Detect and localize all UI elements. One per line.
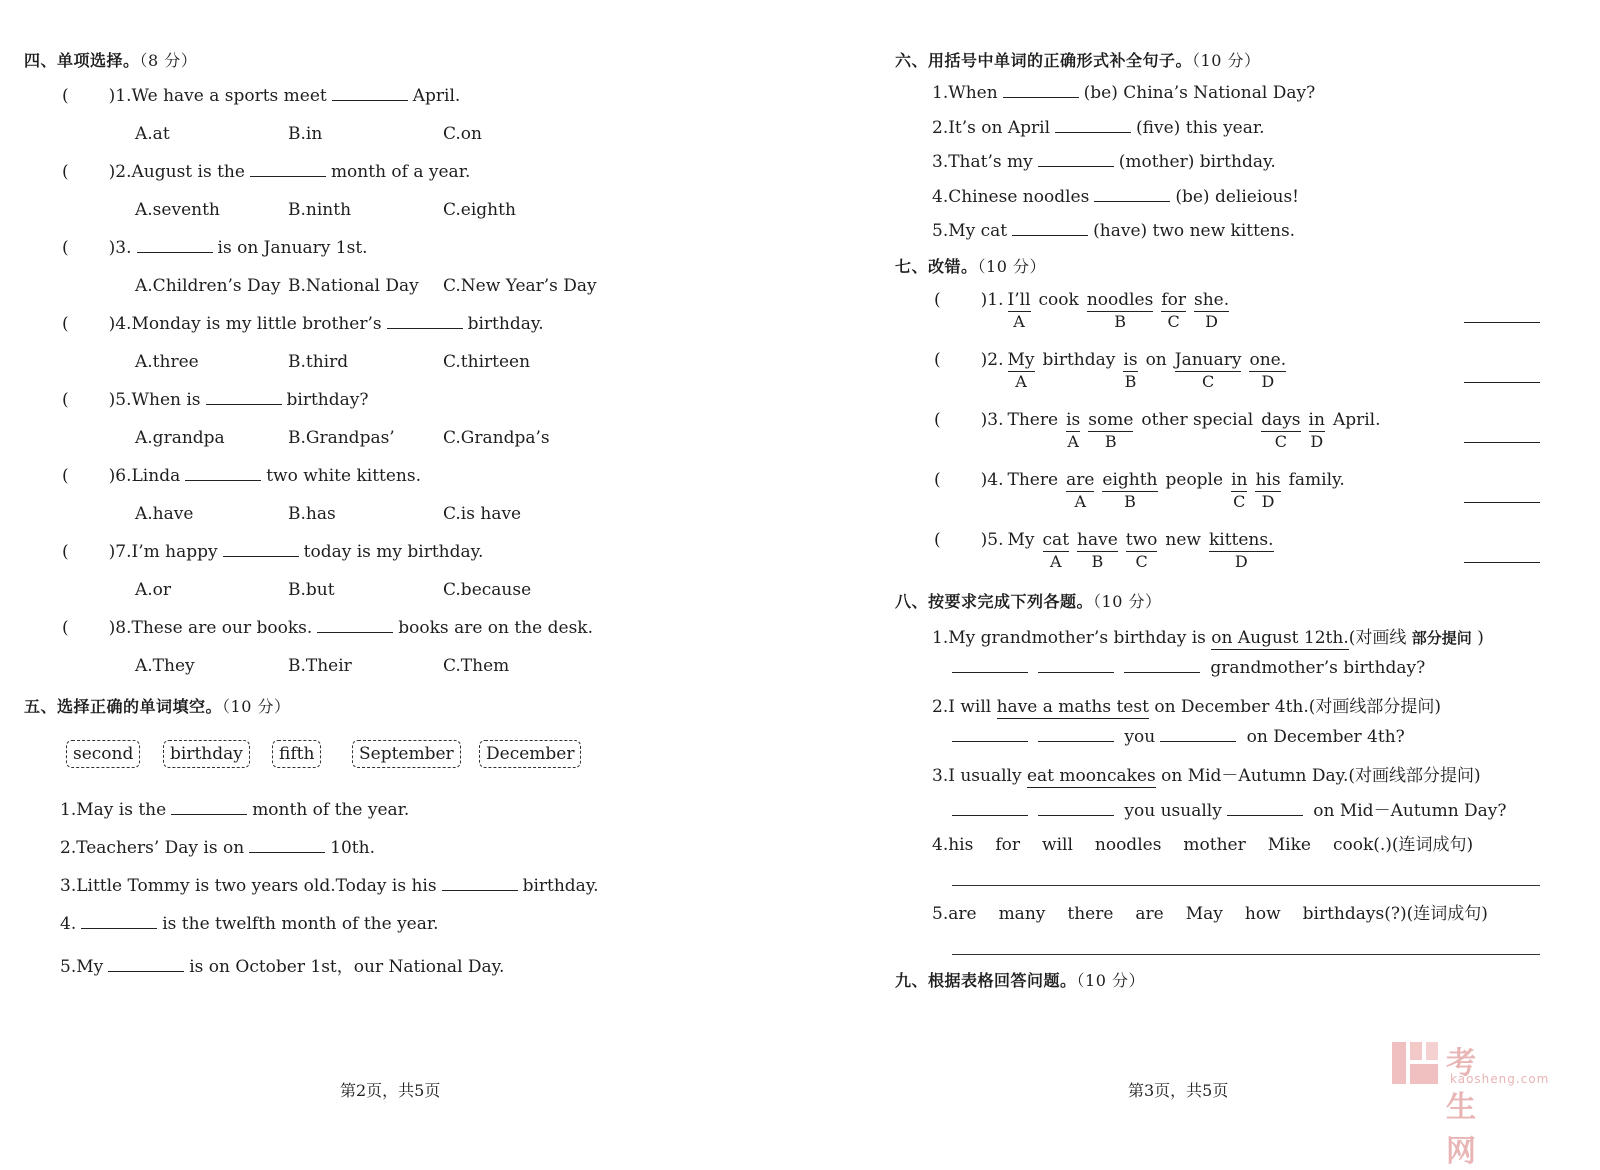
- answer-paren[interactable]: ): [108, 314, 116, 334]
- section6-title: 六、用括号中单词的正确形式补全句子。（10 分）: [895, 51, 1261, 70]
- answer-blank[interactable]: [1038, 152, 1114, 167]
- answer-blank[interactable]: [1055, 118, 1131, 133]
- watermark-url: kaosheng.com: [1450, 1072, 1550, 1086]
- marked-word-text: in: [1231, 470, 1248, 490]
- s8-q3-answer: you usually on Mid－Autumn Day?: [952, 796, 1507, 821]
- marked-word-text: January: [1174, 350, 1242, 370]
- answer-paren[interactable]: (: [934, 290, 941, 310]
- answer-blank[interactable]: [249, 838, 325, 853]
- item-text: month of the year.: [252, 800, 410, 820]
- question-number: 3.: [115, 238, 132, 258]
- question-stem: birthday?: [286, 390, 369, 410]
- answer-paren[interactable]: ): [980, 410, 988, 430]
- correction-answer-line[interactable]: [1464, 322, 1540, 323]
- question-stem: month of a year.: [330, 162, 471, 182]
- marked-word-label: C: [1135, 552, 1148, 571]
- question-stem: birthday.: [467, 314, 544, 334]
- section8-title: 八、按要求完成下列各题。（10 分）: [895, 592, 1162, 611]
- answer-paren[interactable]: (: [934, 530, 941, 550]
- scramble-word: birthdays(?)(连词成句): [1302, 904, 1488, 924]
- question-number: 8.: [115, 618, 132, 638]
- plain-word: on: [1145, 350, 1167, 370]
- option-choice[interactable]: B.but: [288, 580, 335, 600]
- item-text: 10th.: [330, 838, 375, 858]
- word-bank-item: birthday: [163, 740, 250, 768]
- answer-paren[interactable]: ): [980, 350, 988, 370]
- answer-blank[interactable]: [1012, 221, 1088, 236]
- s4-question: [62, 86, 460, 106]
- answer-paren[interactable]: (: [62, 466, 69, 486]
- marked-word-label: B: [1124, 372, 1137, 391]
- item-text: 5.My cat: [932, 221, 1008, 241]
- question-number: 2.: [987, 350, 1004, 370]
- question-stem: August is the: [131, 162, 245, 182]
- option-choice[interactable]: C.eighth: [443, 200, 516, 220]
- option-choice[interactable]: B.Their: [288, 656, 352, 676]
- marked-word-label: C: [1201, 372, 1215, 391]
- answer-blank[interactable]: [171, 800, 247, 815]
- question-number: 1.: [987, 290, 1004, 310]
- word-bank-item: September: [352, 740, 461, 768]
- marked-word: [1088, 410, 1134, 451]
- marked-word-text: is: [1123, 350, 1138, 370]
- answer-blank[interactable]: [387, 314, 463, 329]
- marked-word: [1102, 470, 1158, 511]
- question-stem: two white kittens.: [266, 466, 422, 486]
- marked-word: [1066, 470, 1095, 511]
- marked-word-text: some: [1088, 410, 1134, 430]
- marked-word-label: D: [1205, 312, 1218, 331]
- question-number: 1.: [115, 86, 132, 106]
- answer-paren[interactable]: ): [108, 542, 116, 562]
- correction-answer-line[interactable]: [1464, 382, 1540, 383]
- s8-q1-answer: grandmother’s birthday?: [952, 658, 1425, 678]
- question-number: 4.: [932, 835, 949, 855]
- marked-word: [1208, 530, 1274, 571]
- answer-paren[interactable]: (: [934, 410, 941, 430]
- option-choice[interactable]: C.on: [443, 124, 482, 144]
- s6-item: [932, 83, 1315, 103]
- marked-word-text: two: [1125, 530, 1158, 550]
- marked-word: [1231, 470, 1248, 511]
- answer-blank[interactable]: [332, 86, 408, 101]
- marked-word-text: My: [1007, 350, 1035, 370]
- question-stem: When is: [131, 390, 201, 410]
- marked-word-text: noodles: [1086, 290, 1154, 310]
- scramble-row: [932, 899, 1510, 924]
- question-stem: is on January 1st.: [217, 238, 368, 258]
- option-choice[interactable]: C.thirteen: [443, 352, 531, 372]
- s4-question: [62, 162, 470, 182]
- scramble-word: Mike: [1267, 835, 1311, 855]
- answer-paren[interactable]: (: [62, 390, 69, 410]
- answer-blank[interactable]: [81, 914, 157, 929]
- answer-paren[interactable]: (: [62, 162, 69, 182]
- marked-word-label: A: [1050, 552, 1062, 571]
- page-number-right: 第3页，共5页: [1128, 1081, 1229, 1100]
- word-bank-item: December: [479, 740, 581, 768]
- marked-word-label: B: [1104, 432, 1117, 451]
- marked-word: [1066, 410, 1081, 451]
- plain-word: There: [1007, 410, 1059, 430]
- marked-word: [1125, 530, 1158, 571]
- s5-item: [60, 952, 504, 977]
- question-stem: Linda: [131, 466, 181, 486]
- answer-paren[interactable]: ): [108, 466, 116, 486]
- answer-paren[interactable]: ): [108, 86, 116, 106]
- item-text: birthday.: [522, 876, 599, 896]
- scramble-word: will: [1042, 835, 1073, 855]
- answer-blank[interactable]: [223, 542, 299, 557]
- scramble-word: there: [1067, 904, 1114, 924]
- option-choice[interactable]: B.Grandpas’: [288, 428, 395, 448]
- scramble-word: many: [998, 904, 1046, 924]
- answer-paren[interactable]: (: [62, 542, 69, 562]
- answer-paren[interactable]: ): [108, 238, 116, 258]
- answer-paren[interactable]: ): [980, 530, 988, 550]
- marked-word: [1161, 290, 1186, 331]
- question-stem: I’m happy: [131, 542, 218, 562]
- marked-word: [1194, 290, 1230, 331]
- item-text: 1.When: [932, 83, 998, 103]
- s4-question: [62, 466, 421, 486]
- question-number: 5.: [987, 530, 1004, 550]
- option-choice[interactable]: A.They: [135, 656, 195, 676]
- s8-q3: 3.I usually eat mooncakes on Mid－Autumn Day.(对画线部分提问): [932, 766, 1481, 786]
- marked-word-label: C: [1274, 432, 1287, 451]
- marked-word-label: A: [1015, 372, 1027, 391]
- marked-word-text: one.: [1249, 350, 1287, 370]
- question-number: 5.: [932, 904, 949, 924]
- scramble-word: his: [948, 835, 974, 855]
- s6-item: [932, 221, 1295, 241]
- s6-item: [932, 118, 1265, 138]
- marked-word-label: D: [1261, 492, 1275, 511]
- option-choice[interactable]: C.New Year’s Day: [443, 276, 597, 296]
- question-stem: books are on the desk.: [398, 618, 593, 638]
- word-bank-item: second: [66, 740, 140, 768]
- marked-word-label: B: [1124, 492, 1136, 511]
- s6-item: [932, 152, 1276, 172]
- answer-blank[interactable]: [185, 466, 261, 481]
- scramble-word: are: [1135, 904, 1164, 924]
- marked-word: [1007, 290, 1031, 331]
- plain-word: April.: [1332, 410, 1381, 430]
- option-choice[interactable]: A.grandpa: [135, 428, 225, 448]
- marked-word: [1007, 350, 1035, 391]
- marked-word-text: his: [1255, 470, 1281, 490]
- answer-paren[interactable]: (: [62, 314, 69, 334]
- answer-blank[interactable]: [1003, 83, 1079, 98]
- s4-question: [62, 238, 368, 258]
- marked-word: [1123, 350, 1138, 391]
- s8-q2: 2.I will have a maths test on December 4th.(对画线部分提问): [932, 697, 1442, 717]
- page-number-left: 第2页，共5页: [340, 1081, 441, 1100]
- scramble-word: how: [1244, 904, 1281, 924]
- answer-blank[interactable]: [317, 618, 393, 633]
- marked-word-text: I’ll: [1007, 290, 1031, 310]
- answer-blank[interactable]: [206, 390, 282, 405]
- option-choice[interactable]: C.Them: [443, 656, 510, 676]
- item-text: 2.It’s on April: [932, 117, 1051, 138]
- s7-item: [934, 290, 1233, 331]
- marked-word-label: B: [1114, 312, 1126, 331]
- item-text: is on October 1st，our National Day.: [189, 957, 505, 977]
- marked-word-text: have: [1077, 530, 1118, 550]
- marked-word-text: for: [1161, 290, 1186, 310]
- question-number: 5.: [115, 390, 132, 410]
- scramble-word: cook(.)(连词成句): [1332, 835, 1474, 855]
- answer-paren[interactable]: (: [62, 618, 69, 638]
- item-text: 1.May is the: [60, 800, 167, 820]
- question-number: 3.: [987, 410, 1004, 430]
- s5-item: [60, 838, 375, 858]
- s8-q5-answer-line[interactable]: [952, 954, 1540, 955]
- s5-item: [60, 876, 599, 896]
- option-choice[interactable]: B.ninth: [288, 200, 352, 220]
- section4-title: 四、单项选择。（8 分）: [24, 51, 198, 70]
- correction-answer-line[interactable]: [1464, 442, 1540, 443]
- marked-word-label: D: [1310, 432, 1324, 451]
- answer-paren[interactable]: ): [108, 618, 116, 638]
- question-stem: We have a sports meet: [131, 86, 327, 106]
- s4-question: [62, 390, 368, 410]
- s8-q1: 1.My grandmother’s birthday is on August 12th.(对画线 部分提问 ): [932, 628, 1484, 648]
- option-choice[interactable]: B.has: [288, 504, 336, 524]
- plain-word: people: [1165, 470, 1224, 490]
- answer-blank[interactable]: [108, 957, 184, 972]
- marked-word-label: D: [1234, 552, 1248, 571]
- item-text: 2.Teachers’ Day is on: [60, 838, 245, 858]
- marked-word-label: A: [1013, 312, 1025, 331]
- marked-word-text: she.: [1194, 290, 1230, 310]
- question-number: 2.: [115, 162, 132, 182]
- answer-paren[interactable]: ): [980, 290, 988, 310]
- plain-word: other special: [1141, 410, 1254, 430]
- answer-blank[interactable]: [1094, 187, 1170, 202]
- correction-answer-line[interactable]: [1464, 562, 1540, 563]
- marked-word-label: A: [1074, 492, 1086, 511]
- item-text: (five) this year.: [1136, 117, 1265, 138]
- scramble-word: are: [948, 904, 977, 924]
- question-stem: today is my birthday.: [303, 542, 484, 562]
- item-text: 3.That’s my: [932, 152, 1033, 172]
- marked-word-text: is: [1066, 410, 1081, 430]
- word-bank-item: fifth: [272, 740, 321, 768]
- marked-word-label: B: [1091, 552, 1104, 571]
- marked-word: [1042, 530, 1070, 571]
- option-choice[interactable]: B.third: [288, 352, 349, 372]
- s7-item: [934, 530, 1278, 571]
- s5-item: [60, 914, 439, 934]
- kaosheng-watermark: [1390, 1040, 1550, 1169]
- s7-item: [934, 410, 1385, 451]
- scramble-row: [932, 830, 1495, 855]
- marked-word: [1255, 470, 1281, 511]
- s6-item: [932, 187, 1299, 207]
- marked-word: [1308, 410, 1325, 451]
- option-choice[interactable]: B.in: [288, 124, 323, 144]
- marked-word: [1249, 350, 1287, 391]
- marked-word-text: are: [1066, 470, 1095, 490]
- marked-word-text: in: [1308, 410, 1325, 430]
- plain-word: My: [1007, 530, 1035, 550]
- marked-word: [1077, 530, 1118, 571]
- scramble-word: noodles: [1094, 835, 1162, 855]
- option-choice[interactable]: C.because: [443, 580, 532, 600]
- scramble-word: May: [1185, 904, 1223, 924]
- option-choice[interactable]: B.National Day: [288, 276, 419, 296]
- scramble-word: for: [995, 835, 1021, 855]
- option-choice[interactable]: A.Children’s Day: [135, 276, 281, 296]
- answer-blank[interactable]: [250, 162, 326, 177]
- plain-word: new: [1165, 530, 1201, 550]
- option-choice[interactable]: A.have: [135, 504, 194, 524]
- item-text: 5.My: [60, 957, 104, 977]
- question-number: 6.: [115, 466, 132, 486]
- plain-word: family.: [1288, 470, 1345, 490]
- marked-word: [1174, 350, 1242, 391]
- plain-word: There: [1007, 470, 1059, 490]
- option-choice[interactable]: A.three: [135, 352, 199, 372]
- option-choice[interactable]: C.Grandpa’s: [443, 428, 550, 448]
- answer-paren[interactable]: (: [62, 86, 69, 106]
- marked-word-text: days: [1261, 410, 1301, 430]
- plain-word: cook: [1038, 290, 1079, 310]
- marked-word-label: C: [1233, 492, 1246, 511]
- correction-answer-line[interactable]: [1464, 502, 1540, 503]
- s4-question: [62, 618, 593, 638]
- item-text: (mother) birthday.: [1118, 152, 1276, 172]
- question-number: 7.: [115, 542, 132, 562]
- marked-word-label: D: [1261, 372, 1275, 391]
- answer-paren[interactable]: ): [108, 390, 116, 410]
- item-text: 4.: [60, 914, 77, 934]
- option-choice[interactable]: A.at: [135, 124, 170, 144]
- plain-word: birthday: [1042, 350, 1116, 370]
- marked-word: [1086, 290, 1154, 331]
- s7-item: [934, 470, 1349, 511]
- item-text: 3.Little Tommy is two years old.Today is his: [60, 876, 437, 896]
- s8-q2-answer: you on December 4th?: [952, 727, 1405, 747]
- watermark-logo-icon: [1390, 1040, 1440, 1086]
- section9-title: 九、根据表格回答问题。（10 分）: [895, 971, 1145, 990]
- section7-title: 七、改错。（10 分）: [895, 257, 1046, 276]
- answer-blank[interactable]: [137, 238, 213, 253]
- s8-q4-answer-line[interactable]: [952, 885, 1540, 886]
- answer-paren[interactable]: ): [980, 470, 988, 490]
- option-choice[interactable]: A.seventh: [135, 200, 220, 220]
- scramble-word: mother: [1183, 835, 1246, 855]
- item-text: 4.Chinese noodles: [932, 186, 1090, 207]
- answer-paren[interactable]: ): [108, 162, 116, 182]
- s5-item: [60, 800, 409, 820]
- answer-paren[interactable]: (: [934, 470, 941, 490]
- option-choice[interactable]: C.is have: [443, 504, 522, 524]
- section5-title: 五、选择正确的单词填空。（10 分）: [24, 697, 291, 716]
- answer-paren[interactable]: (: [934, 350, 941, 370]
- question-number: 4.: [987, 470, 1004, 490]
- marked-word-label: C: [1167, 312, 1180, 331]
- s4-question: [62, 542, 483, 562]
- s4-question: [62, 314, 544, 334]
- question-stem: Monday is my little brother’s: [131, 314, 382, 334]
- answer-blank[interactable]: [442, 876, 518, 891]
- marked-word-label: A: [1067, 432, 1079, 451]
- item-text: is the twelfth month of the year.: [162, 914, 439, 934]
- item-text: (be) China’s National Day?: [1083, 83, 1316, 103]
- answer-paren[interactable]: (: [62, 238, 69, 258]
- item-text: (be) delieious!: [1175, 186, 1300, 207]
- marked-word-text: cat: [1042, 530, 1070, 550]
- item-text: (have) two new kittens.: [1093, 221, 1296, 241]
- s7-item: [934, 350, 1290, 391]
- question-stem: These are our books.: [131, 618, 313, 638]
- marked-word-text: kittens.: [1208, 530, 1274, 550]
- question-stem: April.: [412, 86, 461, 106]
- option-choice[interactable]: A.or: [135, 580, 172, 600]
- marked-word: [1261, 410, 1301, 451]
- question-number: 4.: [115, 314, 132, 334]
- marked-word-text: eighth: [1102, 470, 1158, 490]
- watermark-brand: 考生网: [1446, 1046, 1476, 1169]
